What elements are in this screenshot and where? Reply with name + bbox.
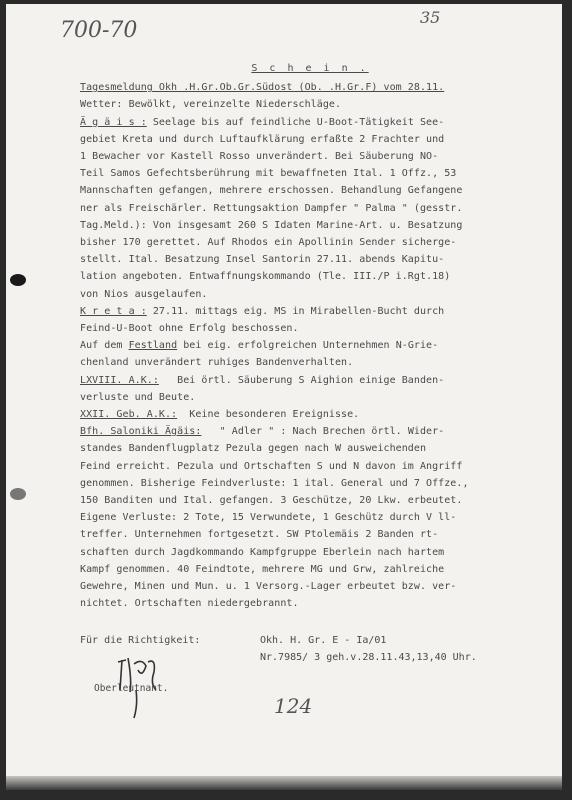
message-line: LXVIII. A.K.: Bei örtl. Säuberung S Aighion einige Banden-	[80, 374, 445, 386]
message-line: Tagesmeldung Okh .H.Gr.Ob.Gr.Südost (Ob. .H.Gr.F) vom 28.11.	[80, 82, 445, 94]
message-line: Ä g ä i s : Seelage bis auf feindliche U-Boot-Tätigkeit See-	[80, 116, 445, 128]
message-line: stellt. Ital. Besatzung Insel Santorin 27.11. abends Kapitu-	[80, 254, 445, 266]
message-line: treffer. Unternehmen fortgesetzt. SW Ptolemäis 2 Banden rt-	[80, 529, 439, 541]
scan-edge-shadow	[6, 776, 562, 790]
message-line: Mannschaften gefangen, mehrere erschossen. Behandlung Gefangene	[80, 185, 463, 197]
message-line: Wetter: Bewölkt, vereinzelte Niederschläge.	[80, 99, 342, 111]
message-line: Kampf genommen. 40 Feindtote, mehrere MG und Grw, zahlreiche	[80, 563, 445, 575]
message-line: Bfh. Saloniki Ägäis: " Adler " : Nach Brechen örtl. Wider-	[80, 426, 445, 438]
punch-hole-bottom	[10, 488, 26, 500]
message-line: genommen. Bisherige Feindverluste: 1 ital. General und 7 Offze.,	[80, 477, 469, 489]
page-number-handwritten: 124	[274, 694, 313, 718]
message-line: Feind erreicht. Pezula und Ortschaften S und N davon im Angriff	[80, 460, 463, 472]
punch-hole-top	[10, 274, 26, 286]
reference-line-1: Okh. H. Gr. E - Ia/01	[260, 635, 387, 646]
message-line: verluste und Beute.	[80, 391, 196, 403]
message-line: bisher 170 gerettet. Auf Rhodos ein Apollinin Sender sicherge-	[80, 237, 457, 249]
message-line: 1 Bewacher vor Kastell Rosso unverändert. Bei Säuberung NO-	[80, 151, 439, 163]
message-line: nichtet. Ortschaften niedergebrannt.	[80, 598, 299, 610]
message-line: K r e t a : 27.11. mittags eig. MS in Mirabellen-Bucht durch	[80, 305, 445, 317]
message-line: Tag.Meld.): Von insgesamt 260 S Idaten Marine-Art. u. Besatzung	[80, 219, 463, 231]
message-line: XXII. Geb. A.K.: Keine besonderen Ereignisse.	[80, 409, 360, 421]
certification-label: Für die Richtigkeit:	[80, 635, 201, 646]
message-line: Feind-U-Boot ohne Erfolg beschossen.	[80, 323, 299, 335]
message-line: Teil Samos Gefechtsberührung mit bewaffneten Ital. 1 Offz., 53	[80, 168, 457, 180]
message-body	[80, 60, 540, 613]
reference-block	[260, 632, 477, 666]
folio-number: 35	[420, 8, 441, 27]
message-line: chenland unverändert ruhiges Bandenverhalten.	[80, 357, 354, 369]
archive-number: 700-70	[60, 18, 138, 43]
message-line: Auf dem Festland bei eig. erfolgreichen Unternehmen N-Grie-	[80, 340, 439, 352]
message-line: Gewehre, Minen und Mun. u. 1 Versorg.-Lager erbeutet bzw. ver-	[80, 581, 457, 593]
message-line: lation angeboten. Entwaffnungskommando (Tle. III./P i.Rgt.18)	[80, 271, 451, 283]
signer-rank: Oberleutnant.	[94, 683, 169, 694]
message-line: Eigene Verluste: 2 Tote, 15 Verwundete, 1 Geschütz durch V ll-	[80, 512, 457, 524]
message-line: standes Bandenflugplatz Pezula gegen nach W ausweichenden	[80, 443, 427, 455]
message-line: 150 Banditen und Ital. gefangen. 3 Geschütze, 20 Lkw. erbeutet.	[80, 495, 463, 507]
reference-line-2: Nr.7985/ 3 geh.v.28.11.43,13,40 Uhr.	[260, 652, 477, 663]
document-title: S c h e i n .	[251, 63, 369, 74]
message-line: ner als Freischärler. Rettungsaktion Dampfer " Palma " (gesstr.	[80, 202, 463, 214]
message-line: gebiet Kreta und durch Luftaufklärung erfaßte 2 Frachter und	[80, 133, 445, 145]
message-line: schaften durch Jagdkommando Kampfgruppe Eberlein nach hartem	[80, 546, 445, 558]
message-line: von Nios ausgelaufen.	[80, 288, 208, 300]
message-lines	[80, 79, 540, 612]
document-page	[6, 4, 562, 790]
